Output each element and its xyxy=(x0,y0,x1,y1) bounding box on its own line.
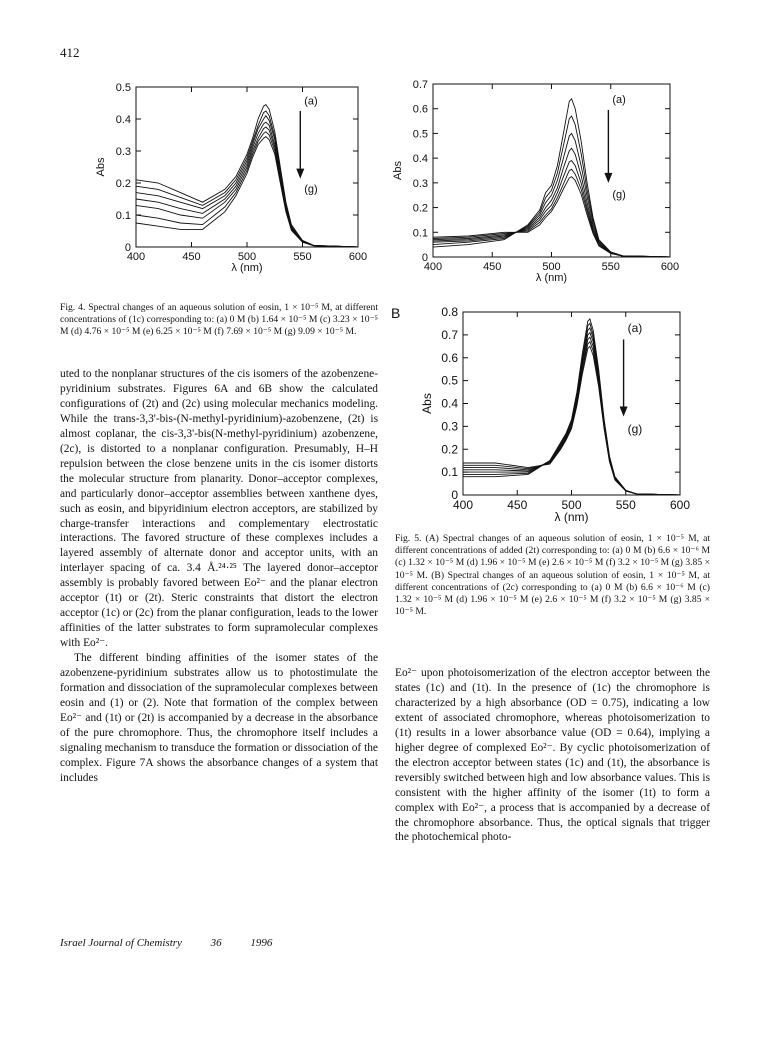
plot-frame xyxy=(433,84,670,257)
series-line-1 xyxy=(136,105,358,247)
x-tick-label: 550 xyxy=(293,251,312,263)
series-line-6 xyxy=(136,132,358,247)
annotation-a: (a) xyxy=(627,321,643,336)
page-footer xyxy=(60,937,298,949)
figure-5a-chart xyxy=(378,72,688,287)
y-tick-label: 0.4 xyxy=(441,396,458,411)
y-axis-label: Abs xyxy=(420,393,434,414)
y-tick-label: 0.3 xyxy=(412,177,428,190)
x-tick-label: 600 xyxy=(669,498,691,512)
series-line-5 xyxy=(463,337,680,495)
y-tick-label: 0.1 xyxy=(115,210,131,222)
y-tick-label: 0.4 xyxy=(412,153,428,166)
left-paragraph-2: The different binding affinities of the isomer states of the azobenzene-pyridinium substrates allow us to photostimulate the formation and dissociation of the supramolecular complexes between eosin and (1) or (2). Note that formation of the complex between Eo²⁻ and (1t) or (2t) is accompanied by a decrease in the absorbance of the pure chromophore. Thus, the chromophore itself includes a signaling mechanism to transduce the formation or dissociation of the complex. Figure 7A shows the absorbance changes of a system that includes xyxy=(60,652,378,784)
x-axis-label: λ (nm) xyxy=(231,262,263,274)
annotation-g: (g) xyxy=(612,189,626,202)
x-tick-label: 550 xyxy=(615,498,636,512)
y-tick-label: 0.2 xyxy=(115,178,131,190)
series-line-1 xyxy=(463,319,680,495)
series-line-2 xyxy=(136,111,358,247)
y-tick-label: 0.5 xyxy=(115,82,131,94)
annotation-g: (g) xyxy=(627,421,643,436)
left-paragraph-1: uted to the nonplanar structures of the cis isomers of the azobenzene-pyridinium substrates. Figures 6A and 6B show the calculated configurations of (2t) and (2c) using molecular mechanics modeling. While the trans-3,3'-bis-(N-methyl-pyridinium)-azobenzene, (2t) is almost coplanar, the cis-3,3'-bis(N-methyl-pyridinium) azobenzene, (2c), is distorted to a nonplanar configuration. Presumably, H–H repulsion between the close benzene units in the cis isomer distorts the molecular structure from planarity. Donor–acceptor complexes, and particularly donor–acceptor assemblies between xanthene dyes, such as eosin, and bipyridinium electron acceptors, are stabilized by charge-transfer interactions and complementary electrostatic interactions. The favored structure of these complexes includes a layered assembly of alternate donor and acceptor units, with an interlayer spacing of ca. 3.4 Å.²⁴·²⁵ The layered donor–acceptor assembly is probably favored between Eo²⁻ and the planar electron acceptor (1t) or (2t). Steric constraints that distort the electron acceptor (1c) or (2c) from the planar configuration, leads to the lower affinities of the latter substrates to form supramolecular complexes with Eo²⁻. xyxy=(60,368,378,650)
x-tick-label: 400 xyxy=(452,498,474,512)
trend-arrow-head xyxy=(620,406,628,416)
series-line-6 xyxy=(433,169,670,257)
y-tick-label: 0 xyxy=(451,488,458,502)
y-tick-label: 0.7 xyxy=(441,327,458,342)
x-tick-label: 500 xyxy=(542,261,561,273)
series-line-5 xyxy=(136,127,358,247)
x-tick-label: 450 xyxy=(507,498,528,512)
y-axis-label: Abs xyxy=(392,161,404,180)
x-tick-label: 550 xyxy=(601,261,620,273)
y-tick-label: 0.5 xyxy=(412,128,428,141)
y-axis-label: Abs xyxy=(95,157,107,177)
figure-5b-chart xyxy=(400,300,700,530)
series-line-4 xyxy=(136,122,358,247)
x-tick-label: 400 xyxy=(423,261,443,273)
annotation-a: (a) xyxy=(304,95,318,108)
y-tick-label: 0.5 xyxy=(441,373,458,388)
page-number: 412 xyxy=(60,45,80,60)
footer-journal: Israel Journal of Chemistry xyxy=(60,937,182,949)
x-axis-label: λ (nm) xyxy=(554,510,589,524)
x-tick-label: 600 xyxy=(348,251,368,263)
right-column xyxy=(395,666,710,845)
y-tick-label: 0.1 xyxy=(412,227,428,240)
annotation-a: (a) xyxy=(612,94,626,107)
series-line-4 xyxy=(463,333,680,495)
y-tick-label: 0 xyxy=(421,252,428,264)
x-axis-label: λ (nm) xyxy=(535,272,568,284)
x-tick-label: 600 xyxy=(660,261,680,273)
figure-5-caption xyxy=(395,533,710,618)
annotation-g: (g) xyxy=(304,183,318,196)
trend-arrow-head xyxy=(604,173,612,183)
y-tick-label: 0.3 xyxy=(115,146,131,158)
panel-label-b: B xyxy=(391,305,401,321)
x-tick-label: 450 xyxy=(182,251,201,263)
footer-volume: 36 xyxy=(210,937,222,949)
figure-4-caption xyxy=(60,302,378,339)
figure-5-caption-text: Fig. 5. (A) Spectral changes of an aqueous solution of eosin, 1 × 10⁻⁵ M, at different concentrations of added (2t) corresponding to: (a) 0 M (b) 6.6 × 10⁻⁶ M (c) 1.32 × 10⁻⁵ M (d) 1.96 × 10⁻⁵ M (e) 2.6 × 10⁻⁵ M (f) 3.2 × 10⁻⁵ M (g) 3.85 × 10⁻⁵ M. (B) Spectral changes of an aqueous solution of eosin, 1 × 10⁻⁵ M, at different concentrations of (2c) corresponding to (a) 0 M (b) 6.6 × 10⁻⁶ M (c) 1.32 × 10⁻⁵ M (d) 1.96 × 10⁻⁵ M (e) 2.6 × 10⁻⁵ M (f) 3.2 × 10⁻⁵ M (g) 3.85 × 10⁻⁵ M. xyxy=(395,533,710,618)
y-tick-label: 0.4 xyxy=(115,114,131,126)
y-tick-label: 0.2 xyxy=(441,442,458,457)
y-tick-label: 0.2 xyxy=(412,202,428,215)
y-tick-label: 0.8 xyxy=(441,305,458,319)
y-tick-label: 0.3 xyxy=(441,419,458,434)
y-tick-label: 0 xyxy=(124,242,131,254)
figure-4-chart xyxy=(78,72,378,282)
right-paragraph-1: Eo²⁻ upon photoisomerization of the electron acceptor between the states (1c) and (1t). In the presence of (1c) the chromophore is characterized by a high absorbance (OD = 0.75), indicating a low extent of associated chromophore, whereas photoisomerization to (1t) results in a lower absorbance value (OD = 0.64), implying a higher degree of complexed Eo²⁻. By cyclic photoisomerization of the electron acceptor between states (1c) and (1t), the absorbance is reversibly switched between high and low absorbance values. This is consistent with the higher affinity of the isomer (1t) to form a complex with Eo²⁻, a process that is accompanied by a decrease of the chromophore absorbance. Thus, the optical signals that trigger the photochemical photo- xyxy=(395,667,710,844)
x-tick-label: 500 xyxy=(237,251,257,263)
series-line-1 xyxy=(433,99,670,257)
y-tick-label: 0.7 xyxy=(412,79,428,91)
left-column xyxy=(60,367,378,786)
x-tick-label: 500 xyxy=(561,498,582,512)
y-tick-label: 0.1 xyxy=(441,465,458,480)
trend-arrow-head xyxy=(296,169,304,179)
y-tick-label: 0.6 xyxy=(412,103,428,116)
footer-year: 1996 xyxy=(250,937,273,949)
series-line-2 xyxy=(463,323,680,495)
x-tick-label: 400 xyxy=(126,251,146,263)
y-tick-label: 0.6 xyxy=(441,350,458,365)
figure-4-caption-text: Fig. 4. Spectral changes of an aqueous solution of eosin, 1 × 10⁻⁵ M, at different concentrations of (1c) corresponding to: (a) 0 M (b) 1.64 × 10⁻⁵ M (c) 3.23 × 10⁻⁵ M (d) 4.76 × 10⁻⁵ M (e) 6.25 × 10⁻⁵ M (f) 7.69 × 10⁻⁵ M (g) 9.09 × 10⁻⁵ M. xyxy=(60,302,378,338)
x-tick-label: 450 xyxy=(483,261,502,273)
series-line-3 xyxy=(136,116,358,247)
